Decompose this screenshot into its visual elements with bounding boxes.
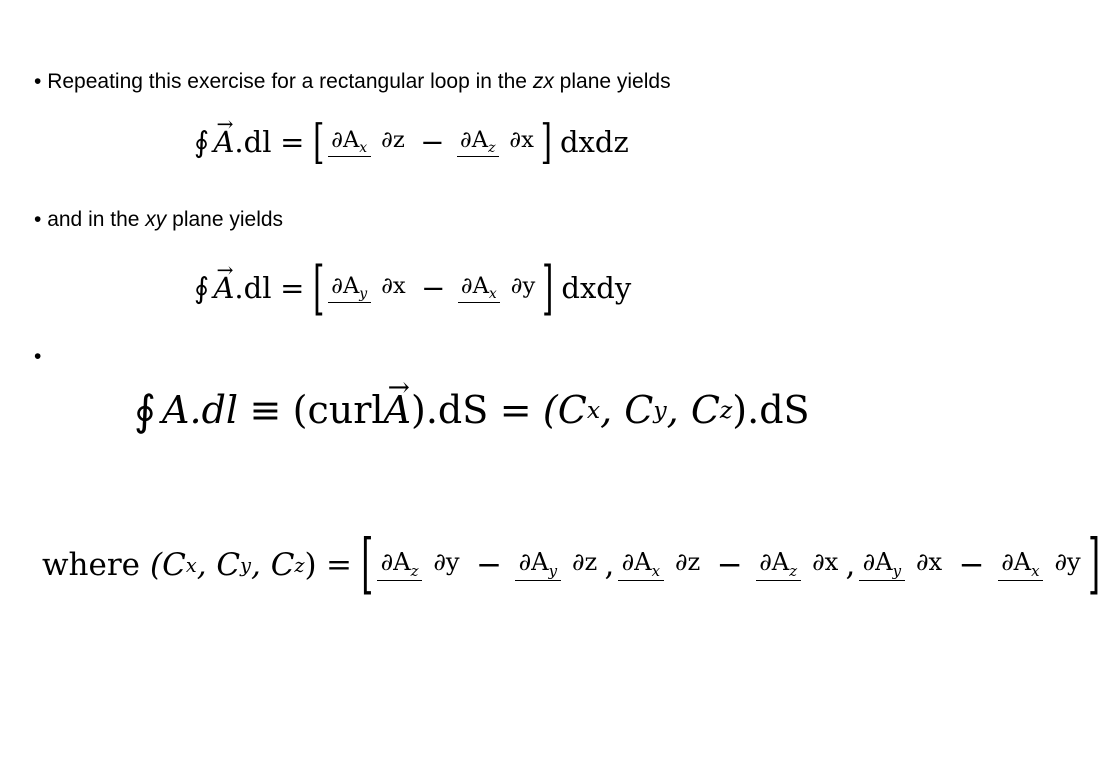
- frac-denominator: ∂y: [510, 272, 536, 299]
- minus-sign: −: [958, 547, 985, 583]
- frac-denominator: ∂y: [1054, 548, 1081, 577]
- fraction-dax-dz: [618, 549, 704, 580]
- bullet-zx-plane: [34, 70, 671, 94]
- differential-tail: dxdz: [559, 125, 629, 159]
- dot-dl: .dl: [234, 271, 272, 305]
- lhs-cz: , C: [250, 547, 295, 583]
- bullet-marker: •: [34, 208, 42, 231]
- rhs-open-cx: (C: [542, 388, 587, 432]
- bullet-marker: •: [34, 345, 42, 368]
- bullet-marker: •: [34, 70, 42, 93]
- frac-denominator: ∂z: [674, 548, 701, 577]
- frac-numerator: ∂A: [1001, 548, 1032, 577]
- right-bracket: ]: [542, 254, 554, 322]
- bullet-text: and in the: [47, 208, 140, 231]
- lhs-close: ): [304, 547, 317, 583]
- minus-sign: −: [420, 125, 445, 159]
- lhs-cy: , C: [196, 547, 241, 583]
- dot-dl: .dl: [234, 125, 272, 159]
- frac-numerator: ∂A: [460, 272, 489, 299]
- frac-denominator: ∂x: [381, 272, 406, 299]
- fraction-day-dx: [859, 549, 946, 580]
- frac-numerator: ∂A: [460, 126, 489, 153]
- equation-curl-definition: [134, 382, 810, 438]
- left-bracket: [: [313, 254, 325, 322]
- comma: ,: [845, 547, 856, 583]
- bullet-italic-zx: zx: [532, 70, 554, 93]
- bullet-curl: [34, 345, 41, 369]
- frac-numerator: ∂A: [331, 272, 360, 299]
- frac-numerator: ∂A: [621, 548, 652, 577]
- comma: ,: [604, 547, 615, 583]
- minus-sign: −: [716, 547, 743, 583]
- right-bracket: ]: [1087, 527, 1100, 603]
- frac-numerator: ∂A: [331, 126, 360, 153]
- frac-numerator-sub: y: [892, 561, 902, 580]
- curl-close-ds: ).dS: [411, 388, 489, 432]
- curl-vector-a: → A: [384, 388, 411, 432]
- equivalence-sign: ≡: [249, 388, 282, 432]
- vector-a: → A: [213, 271, 234, 305]
- sub-z: z: [719, 396, 733, 424]
- left-bracket: [: [313, 114, 325, 170]
- minus-sign: −: [421, 271, 446, 305]
- equation-c-components: [42, 527, 1100, 603]
- rhs-cz: , C: [666, 388, 720, 432]
- fraction-dax-dy: [998, 549, 1085, 580]
- contour-integral-symbol: ∮: [134, 385, 156, 435]
- frac-numerator: ∂A: [380, 548, 411, 577]
- bullet-xy-plane: [34, 208, 283, 232]
- frac-numerator-sub: z: [410, 561, 419, 580]
- right-bracket: ]: [540, 114, 552, 170]
- rhs-close-ds: ).dS: [732, 388, 810, 432]
- rhs-cy: , C: [600, 388, 654, 432]
- frac-denominator: ∂y: [433, 548, 460, 577]
- bullet-text-tail: plane yields: [172, 208, 284, 231]
- frac-numerator-sub: x: [359, 139, 368, 156]
- equation-xy-loop: [194, 256, 631, 320]
- frac-numerator-sub: y: [359, 285, 368, 302]
- lhs-open-cx: (C: [150, 547, 186, 583]
- frac-denominator: ∂x: [509, 126, 534, 153]
- fraction-dax-dz: [328, 127, 408, 157]
- bullet-text: Repeating this exercise for a rectangular loop in the: [47, 70, 527, 93]
- fraction-daz-dx: [756, 549, 842, 580]
- frac-numerator-sub: z: [789, 561, 798, 580]
- vector-a: → A: [213, 125, 234, 159]
- frac-numerator: ∂A: [518, 548, 549, 577]
- fraction-dax-dy: [458, 273, 539, 303]
- fraction-day-dz: [515, 549, 601, 580]
- sub-y: y: [240, 553, 251, 577]
- equation-zx-loop: [194, 112, 629, 172]
- equals-sign: =: [499, 388, 532, 432]
- fraction-daz-dx: [457, 127, 538, 157]
- where-label: where: [42, 547, 141, 583]
- equals-sign: =: [280, 125, 305, 159]
- frac-numerator-sub: x: [651, 561, 661, 580]
- equals-sign: =: [325, 547, 352, 583]
- differential-tail: dxdy: [561, 271, 632, 305]
- sub-z: z: [294, 553, 305, 577]
- curl-open: (curl: [292, 388, 384, 432]
- frac-numerator-sub: x: [488, 285, 497, 302]
- contour-integral-symbol: ∮: [194, 125, 210, 159]
- frac-denominator: ∂z: [381, 126, 405, 153]
- sub-x: x: [185, 553, 197, 577]
- lhs-a-dot-dl: A.dl: [162, 388, 239, 432]
- fraction-day-dx: [328, 273, 409, 303]
- frac-numerator: ∂A: [759, 548, 790, 577]
- contour-integral-symbol: ∮: [194, 271, 210, 305]
- bullet-italic-xy: xy: [145, 208, 167, 231]
- frac-numerator-sub: z: [488, 139, 496, 156]
- minus-sign: −: [476, 547, 503, 583]
- frac-denominator: ∂z: [572, 548, 598, 577]
- sub-x: x: [586, 396, 601, 424]
- frac-denominator: ∂x: [812, 548, 839, 577]
- frac-numerator-sub: x: [1031, 561, 1040, 580]
- frac-denominator: ∂x: [915, 548, 943, 577]
- frac-numerator: ∂A: [862, 548, 893, 577]
- equals-sign: =: [280, 271, 305, 305]
- left-bracket: [: [361, 527, 374, 603]
- frac-numerator-sub: y: [548, 561, 558, 580]
- bullet-text-tail: plane yields: [559, 70, 671, 93]
- fraction-daz-dy: [377, 549, 463, 580]
- sub-y: y: [653, 396, 667, 424]
